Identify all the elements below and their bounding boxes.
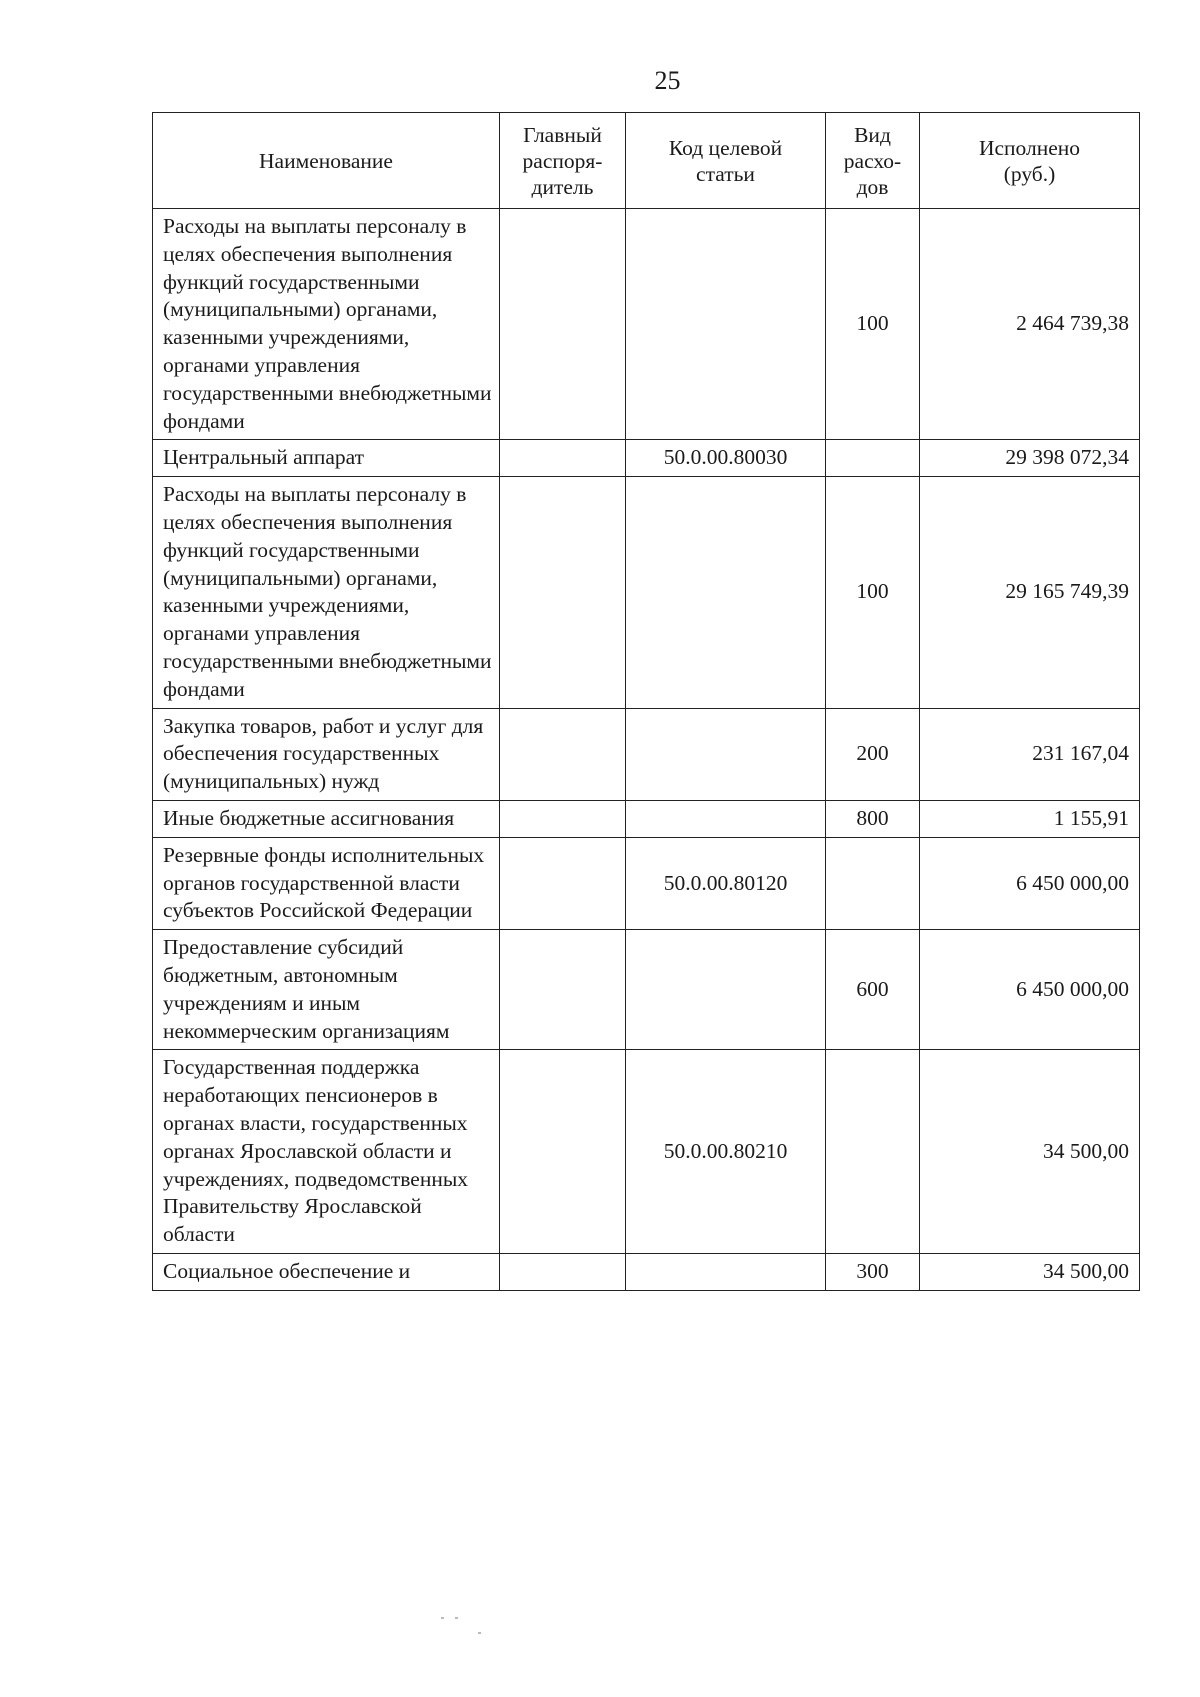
row-executed-cell: 2 464 739,38: [920, 209, 1140, 440]
row-target-code-cell: [626, 477, 826, 708]
row-administrator-cell: [500, 708, 626, 800]
row-name-cell: Закупка товаров, работ и услуг для обеспечения государственных (муниципальных) нужд: [153, 708, 500, 800]
row-executed-cell: 1 155,91: [920, 800, 1140, 837]
row-name-cell: Государственная поддержка неработающих пенсионеров в органах власти, государственных органах Ярославской области и учреждениях, подведомственных Правительству Ярославской области: [153, 1050, 500, 1254]
row-expense-type-cell: 800: [826, 800, 920, 837]
row-administrator-cell: [500, 837, 626, 929]
row-name-cell: Предоставление субсидий бюджетным, автономным учреждениям и иным некоммерческим организациям: [153, 930, 500, 1050]
table-row: [153, 209, 1140, 440]
row-expense-type-cell: 100: [826, 477, 920, 708]
row-administrator-cell: [500, 209, 626, 440]
header-target-code: Код целевой статьи: [626, 113, 826, 209]
header-administrator: Главный распоря-дитель: [500, 113, 626, 209]
row-name-cell: Расходы на выплаты персоналу в целях обеспечения выполнения функций государственными (муниципальными) органами, казенными учреждениями, органами управления государственными внебюджетными фондами: [153, 209, 500, 440]
header-name: Наименование: [153, 113, 500, 209]
page-number: 25: [654, 66, 681, 95]
row-target-code-cell: 50.0.00.80210: [626, 1050, 826, 1254]
row-executed-cell: 29 398 072,34: [920, 440, 1140, 477]
header-row: [153, 113, 1140, 209]
table-header: [153, 113, 1140, 209]
table-row: [153, 1050, 1140, 1254]
row-target-code-cell: 50.0.00.80030: [626, 440, 826, 477]
row-administrator-cell: [500, 800, 626, 837]
row-executed-cell: 29 165 749,39: [920, 477, 1140, 708]
row-name-cell: Иные бюджетные ассигнования: [153, 800, 500, 837]
row-target-code-cell: [626, 800, 826, 837]
row-expense-type-cell: [826, 440, 920, 477]
table-row: [153, 708, 1140, 800]
row-expense-type-cell: 200: [826, 708, 920, 800]
scan-speck: [478, 1632, 481, 1634]
row-target-code-cell: [626, 1253, 826, 1290]
budget-execution-table: [152, 112, 1140, 1291]
row-administrator-cell: [500, 440, 626, 477]
row-target-code-cell: [626, 209, 826, 440]
row-administrator-cell: [500, 477, 626, 708]
row-executed-cell: 34 500,00: [920, 1253, 1140, 1290]
table-body: [153, 209, 1140, 1291]
row-administrator-cell: [500, 1050, 626, 1254]
scan-speck: [441, 1617, 444, 1619]
row-administrator-cell: [500, 1253, 626, 1290]
row-executed-cell: 6 450 000,00: [920, 837, 1140, 929]
table-row: [153, 800, 1140, 837]
row-target-code-cell: [626, 930, 826, 1050]
table-row: [153, 930, 1140, 1050]
table-row: [153, 477, 1140, 708]
row-expense-type-cell: [826, 837, 920, 929]
row-expense-type-cell: [826, 1050, 920, 1254]
table-row: [153, 837, 1140, 929]
row-executed-cell: 6 450 000,00: [920, 930, 1140, 1050]
row-expense-type-cell: 300: [826, 1253, 920, 1290]
scan-speck: [455, 1617, 458, 1619]
row-administrator-cell: [500, 930, 626, 1050]
row-expense-type-cell: 100: [826, 209, 920, 440]
row-name-cell: Центральный аппарат: [153, 440, 500, 477]
table-row: [153, 440, 1140, 477]
row-executed-cell: 231 167,04: [920, 708, 1140, 800]
row-executed-cell: 34 500,00: [920, 1050, 1140, 1254]
row-name-cell: Социальное обеспечение и: [153, 1253, 500, 1290]
row-target-code-cell: 50.0.00.80120: [626, 837, 826, 929]
header-expense-type: Вид расхо-дов: [826, 113, 920, 209]
row-name-cell: Резервные фонды исполнительных органов государственной власти субъектов Российской Федерации: [153, 837, 500, 929]
header-executed: Исполнено (руб.): [920, 113, 1140, 209]
row-name-cell: Расходы на выплаты персоналу в целях обеспечения выполнения функций государственными (муниципальными) органами, казенными учреждениями, органами управления государственными внебюджетными фондами: [153, 477, 500, 708]
table-row: [153, 1253, 1140, 1290]
row-expense-type-cell: 600: [826, 930, 920, 1050]
row-target-code-cell: [626, 708, 826, 800]
